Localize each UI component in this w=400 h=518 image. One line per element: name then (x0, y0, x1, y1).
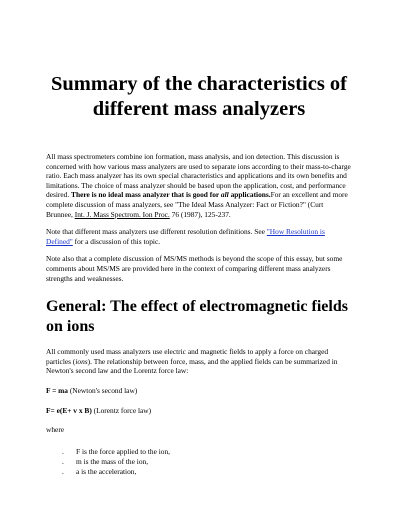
newton-label: (Newton's second law) (68, 385, 138, 395)
newton-formula: F = ma (46, 385, 68, 395)
bullet-marker: . (62, 456, 64, 466)
intro-reference-end: 76 (1987), 125-237. (169, 209, 231, 219)
intro-reference-text: For an excellent and more complete discussion of mass analyzers, see "The Ideal Mass Analyzer: Fact or Fiction?" (Curt Brunnee, (46, 190, 348, 219)
lorentz-equation (46, 406, 352, 416)
list-item: . a is the acceleration, (62, 466, 137, 476)
lorentz-formula: F= e(E+ v x B) (46, 405, 92, 415)
bullet-marker: . (62, 466, 64, 476)
intro-bold-italic: all (220, 190, 229, 200)
page-title: Summary of the characteristics of different mass analyzers (50, 73, 348, 120)
list-item: . m is the mass of the ion, (62, 456, 149, 466)
where-label: where (46, 425, 65, 435)
journal-citation: Int. J. Mass Spectrom. Ion Proc. (74, 209, 170, 219)
section-heading-general: General: The effect of electromagnetic fields on ions (46, 298, 348, 336)
document-content (46, 72, 352, 477)
general-paragraph: All commonly used mass analyzers use electric and magnetic fields to apply a force on charged particles (ions). The relationship between force, mass, and the applied fields can be summarized in Newton's second law and the Lorentz force law: (46, 347, 338, 376)
msms-note-paragraph: Note also that a complete discussion of MS/MS methods is beyond the scope of this essay, but some comments about MS/MS are provided here in the context of comparing different mass analyzers strengths and weaknesses. (46, 254, 343, 283)
resolution-note-paragraph: Note that different mass analyzers use different resolution definitions. See "How Resolution is Defined" for a discussion of this topic. (46, 227, 325, 246)
definitions-list (62, 447, 352, 477)
resolution-definition-link[interactable]: "How Resolution is Defined" (46, 227, 325, 246)
intro-bold-statement: There is no ideal mass analyzer that is good for all applications. (71, 190, 271, 200)
newton-equation (46, 386, 352, 396)
lorentz-label: (Lorentz force law) (91, 405, 152, 415)
list-item: . F is the force applied to the ion, (62, 446, 171, 456)
intro-text: All mass spectrometers combine ion formation, mass analysis, and ion detection. This discussion is concerned with how various mass analyzers are used to separate ions according to their mass-to-charge ratio. Each mass analyzer has its own special characteristics and applications and its own benefits and limitations. The choice of mass analyzer should be based upon the application, cost, and performance desired. (46, 152, 351, 200)
bullet-marker: . (62, 446, 64, 456)
ions-italic: ions (75, 356, 88, 366)
intro-paragraph (46, 152, 352, 219)
